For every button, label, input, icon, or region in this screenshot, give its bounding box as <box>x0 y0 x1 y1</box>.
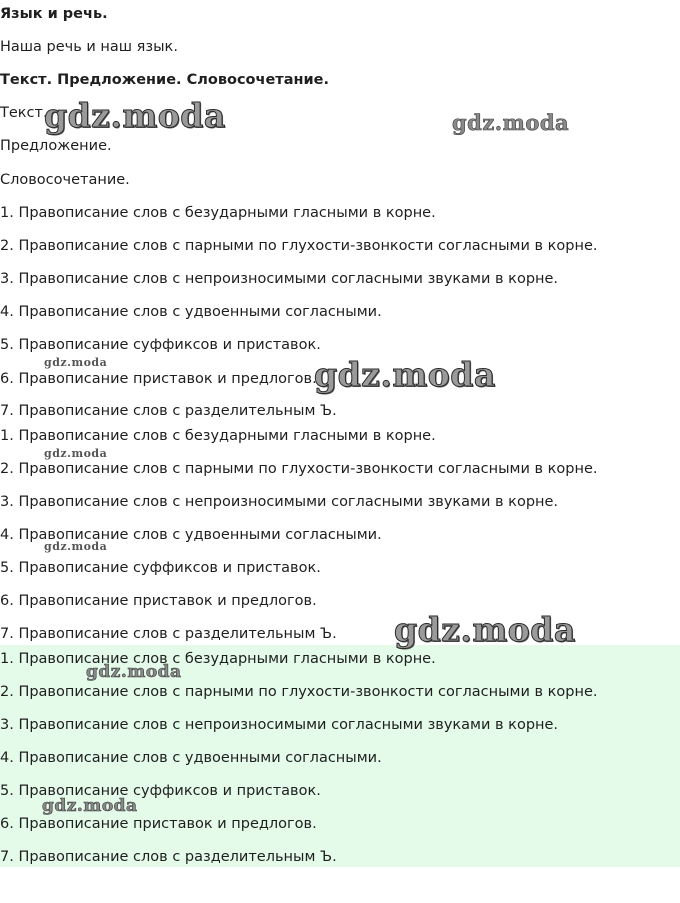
list-item[interactable]: 7. Правописание слов с разделительным Ъ. <box>0 626 337 642</box>
list-item[interactable]: 7. Правописание слов с разделительным Ъ. <box>0 403 337 419</box>
list-item[interactable]: 6. Правописание приставок и предлогов. <box>0 816 317 832</box>
watermark: gdz.moda <box>44 96 226 135</box>
topic-link-sentence[interactable]: Предложение. <box>0 138 112 154</box>
list-item[interactable]: 2. Правописание слов с парными по глухости-звонкости согласными в корне. <box>0 461 598 477</box>
page-title: Язык и речь. <box>0 6 108 22</box>
list-item[interactable]: 1. Правописание слов с безударными гласными в корне. <box>0 205 436 221</box>
list-item[interactable]: 4. Правописание слов с удвоенными согласными. <box>0 527 382 543</box>
list-item[interactable]: 2. Правописание слов с парными по глухости-звонкости согласными в корне. <box>0 684 598 700</box>
list-item[interactable]: 1. Правописание слов с безударными гласными в корне. <box>0 651 436 667</box>
list-item[interactable]: 2. Правописание слов с парными по глухости-звонкости согласными в корне. <box>0 238 598 254</box>
list-item[interactable]: 3. Правописание слов с непроизносимыми согласными звуками в корне. <box>0 494 559 510</box>
watermark: gdz.moda <box>86 662 182 682</box>
list-item[interactable]: 1. Правописание слов с безударными гласными в корне. <box>0 428 436 444</box>
list-item[interactable]: 3. Правописание слов с непроизносимыми согласными звуками в корне. <box>0 717 559 733</box>
list-item[interactable]: 6. Правописание приставок и предлогов. <box>0 593 317 609</box>
list-item[interactable]: 5. Правописание суффиксов и приставок. <box>0 783 321 799</box>
watermark: gdz.moda <box>44 447 108 460</box>
list-item[interactable]: 5. Правописание суффиксов и приставок. <box>0 560 321 576</box>
list-item[interactable]: 7. Правописание слов с разделительным Ъ. <box>0 849 337 865</box>
list-item[interactable]: 4. Правописание слов с удвоенными согласными. <box>0 750 382 766</box>
list-item[interactable]: 6. Правописание приставок и предлогов. <box>0 371 317 387</box>
section-heading: Текст. Предложение. Словосочетание. <box>0 72 330 88</box>
watermark: gdz.moda <box>394 610 576 649</box>
topic-link-phrase[interactable]: Словосочетание. <box>0 172 130 188</box>
watermark: gdz.moda <box>44 540 108 553</box>
list-item[interactable]: 3. Правописание слов с непроизносимыми согласными звуками в корне. <box>0 271 559 287</box>
watermark: gdz.moda <box>42 796 138 816</box>
list-item[interactable]: 4. Правописание слов с удвоенными согласными. <box>0 304 382 320</box>
watermark: gdz.moda <box>44 356 108 369</box>
watermark: gdz.moda <box>314 355 496 394</box>
subtitle-link[interactable]: Наша речь и наш язык. <box>0 39 178 55</box>
list-item[interactable]: 5. Правописание суффиксов и приставок. <box>0 337 321 353</box>
watermark: gdz.moda <box>452 110 570 135</box>
topic-link-text[interactable]: Текст. <box>0 105 48 121</box>
